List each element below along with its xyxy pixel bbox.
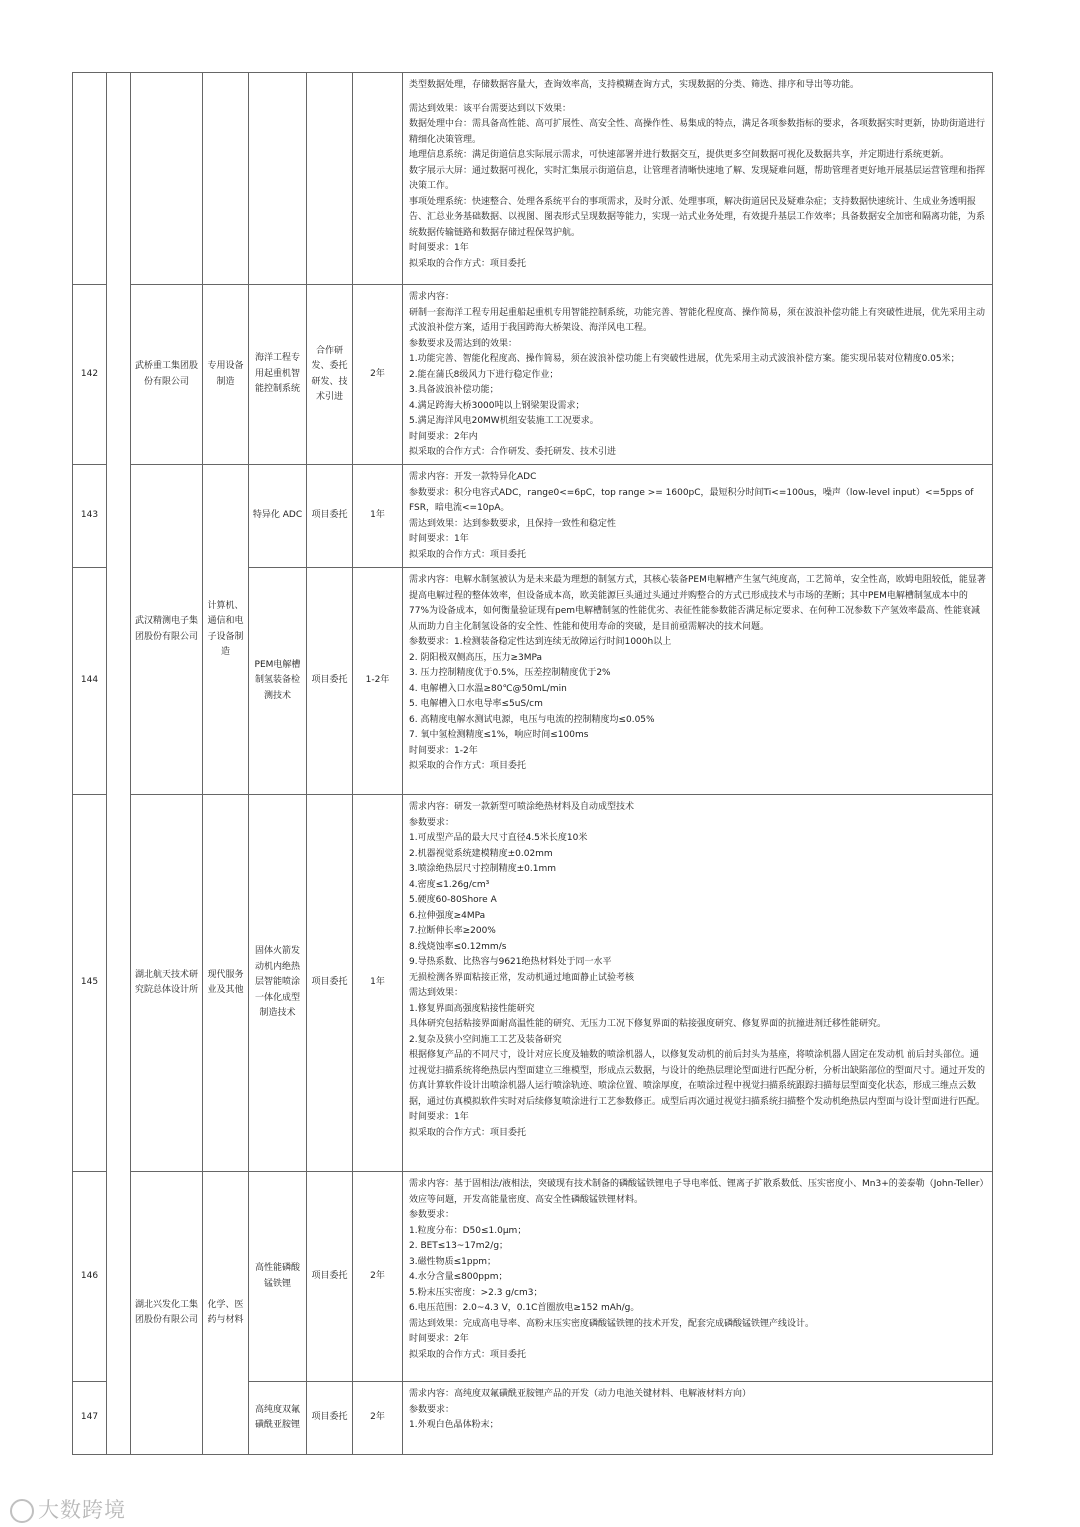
industry-cell: 现代服务业及其他 xyxy=(203,795,249,1172)
row-number: 145 xyxy=(73,795,107,1172)
content-line: 参数要求：1.检测装备稳定性达到连续无故障运行时间1000h以上 xyxy=(409,637,672,647)
content-line: 参数要求：积分电容式ADC，range0<=6pC，top range >= 1600pC，最短积分时间Ti<=100us，噪声（low-level input）<=5pps of FSR，暗电流<=10pA。 xyxy=(409,487,974,513)
cooperation-mode-cell: 项目委托 xyxy=(307,568,353,795)
content-line: 4.水分含量≤800ppm； xyxy=(409,1272,508,1282)
content-cell xyxy=(403,465,993,568)
table-row xyxy=(73,795,993,1172)
content-line: 6. 高精度电解水测试电源，电压与电流的控制精度均≤0.05% xyxy=(409,714,655,725)
logo-icon xyxy=(10,1499,34,1523)
period-cell: 2年 xyxy=(353,1382,403,1455)
table-row xyxy=(73,1172,993,1382)
table-row xyxy=(73,73,993,285)
project-name-cell xyxy=(249,73,307,285)
table-row xyxy=(73,465,993,568)
content-line: 参数要求： xyxy=(409,817,455,828)
company-cell: 湖北航天技术研究院总体设计所 xyxy=(131,795,203,1172)
project-name-cell: 海洋工程专用起重机智能控制系统 xyxy=(249,285,307,465)
content-line: 拟采取的合作方式：项目委托 xyxy=(409,1127,527,1138)
content-line: 拟采取的合作方式：项目委托 xyxy=(409,258,527,269)
period-cell: 2年 xyxy=(353,1172,403,1382)
content-line: 根据修复产品的不同尺寸，设计对应长度及轴数的喷涂机器人，以修复发动机的前后封头为基座，将喷涂机器人固定在发动机 前后封头部位。通过视觉扫描系统将绝热层内型面建立三维模型，形成点云数据，与设计的绝热层理论型面进行匹配分析，分析出缺陷部位的型面尺寸。通过开发的仿真计算软件设计出喷涂机器人运行喷涂轨迹、喷涂位置、喷涂厚度，在喷涂过程中视觉扫描系统跟踪扫描每层型面变化状态，形成三维点云数据，通过仿真模拟软件实时对后续修复喷涂进行工艺参数修正。成型后再次通过视觉扫描系统扫描整个发动机绝热层内型面与设计型面进行匹配。 xyxy=(409,1050,986,1107)
content-line: 时间要求：2年 xyxy=(409,1334,469,1344)
period-cell xyxy=(353,73,403,285)
cooperation-mode-cell: 合作研发、委托研发、技术引进 xyxy=(307,285,353,465)
project-name-cell: 固体火箭发动机内绝热层智能喷涂一体化成型制造技术 xyxy=(249,795,307,1172)
content-line: 6.拉伸强度≥4MPa xyxy=(409,910,486,921)
content-line: 需求内容：基于固相法/液相法，突破现有技术制备的磷酸锰铁锂电子导电率低、锂离子扩散系数低、压实密度小、Mn3+的姜泰勒（John-Teller）效应等问题，开发高能量密度、高安全性磷酸锰铁锂材料。 xyxy=(409,1179,985,1205)
content-line: 需求内容：研发一款新型可喷涂绝热材料及自动成型技术 xyxy=(409,802,635,812)
content-line: 3.喷涂绝热层尺寸控制精度±0.1mm xyxy=(409,864,556,874)
blank-column xyxy=(107,73,131,1455)
requirements-table xyxy=(72,72,993,1455)
period-cell: 2年 xyxy=(353,285,403,465)
row-number: 144 xyxy=(73,568,107,795)
content-line: 拟采取的合作方式：项目委托 xyxy=(409,1349,527,1360)
content-line: 时间要求：2年内 xyxy=(409,431,478,442)
content-line: 5.满足海洋风电20MW机组安装施工工况要求。 xyxy=(409,416,599,426)
content-cell xyxy=(403,1382,993,1455)
content-line: 2.复杂及狭小空间施工工艺及装备研究 xyxy=(409,1034,562,1045)
content-line: 时间要求：1年 xyxy=(409,1112,469,1122)
content-line: 具体研究包括粘接界面耐高温性能的研究、无压力工况下修复界面的粘接强度研究、修复界面的抗撞进剂迁移性能研究。 xyxy=(409,1019,887,1029)
content-line: 4. 电解槽入口水温≥80℃@50mL/min xyxy=(409,683,567,694)
watermark-text: 大数跨境 xyxy=(38,1498,126,1522)
content-line: 类型数据处理，存储数据容量大，查询效率高，支持模糊查询方式，实现数据的分类、筛选、排序和导出等功能。 xyxy=(409,80,860,90)
content-line: 拟采取的合作方式：合作研发、委托研发、技术引进 xyxy=(409,447,617,457)
period-cell: 1年 xyxy=(353,795,403,1172)
content-line: 9.导热系数、比热容与9621绝热材料处于同一水平 xyxy=(409,957,612,967)
row-number: 143 xyxy=(73,465,107,568)
content-line: 1.粒度分布：D50≤1.0μm； xyxy=(409,1225,527,1236)
content-line: 7. 氧中氢检测精度≤1%，响应时间≤100ms xyxy=(409,730,589,740)
content-line: 3.磁性物质≤1ppm； xyxy=(409,1256,497,1267)
content-line: 1.外观白色晶体粉末； xyxy=(409,1420,499,1430)
content-line: 5.硬度60-80Shore A xyxy=(409,895,497,905)
content-line: 无损检测各界面粘接正常，发动机通过地面静止试验考核 xyxy=(409,972,635,983)
cooperation-mode-cell xyxy=(307,73,353,285)
content-line: 8.线烧蚀率≤0.12mm/s xyxy=(409,941,507,952)
content-line: 拟采取的合作方式：项目委托 xyxy=(409,549,527,560)
content-cell xyxy=(403,568,993,795)
content-line: 需求内容： xyxy=(409,292,455,302)
content-line: 2. 阴阳极双侧高压，压力≥3MPa xyxy=(409,652,543,663)
content-line: 事项处理系统：快速整合、处理各系统平台的事项需求，及时分派、处理事项，解决街道居民及疑难杂症；支持数据快速统计、生成业务透明报告、汇总业务基础数据、以视图、图表形式呈现数据等能力，实现一站式业务处理，有效提升基层工作效率；具备数据安全加密和隔离功能，为系统数据传输链路和数据存储过程保驾护航。 xyxy=(409,196,986,238)
industry-cell: 计算机、通信和电子设备制造 xyxy=(203,465,249,795)
content-cell xyxy=(403,285,993,465)
content-line: 数据处理中台：需具备高性能、高可扩展性、高安全性、高操作性、易集成的特点，满足各项参数指标的要求，各项数据实时更新，协助街道进行精细化决策管理。 xyxy=(409,119,986,145)
company-cell xyxy=(131,73,203,285)
content-line: 研制一套海洋工程专用起重船起重机专用智能控制系统，功能完善、智能化程度高、操作简易，须在波浪补偿功能上有突破性进展，优先采用主动式波浪补偿方案，适用于我国跨海大桥架设、海洋风电工程。 xyxy=(409,307,986,333)
content-line: 2.机器视觉系统建模精度±0.02mm xyxy=(409,848,553,859)
content-line: 时间要求：1-2年 xyxy=(409,745,478,756)
watermark xyxy=(10,1494,126,1524)
content-line: 5.粉末压实密度：>2.3 g/cm3； xyxy=(409,1287,543,1298)
company-cell: 武汉精测电子集团股份有限公司 xyxy=(131,465,203,795)
content-line: 4.满足跨海大桥3000吨以上钢梁架设需求； xyxy=(409,400,585,411)
content-line: 2.能在蒲氏8级风力下进行稳定作业； xyxy=(409,369,559,380)
content-cell xyxy=(403,1172,993,1382)
industry-cell xyxy=(203,73,249,285)
row-number: 146 xyxy=(73,1172,107,1382)
content-line: 3.具备波浪补偿功能； xyxy=(409,385,499,395)
content-cell xyxy=(403,73,993,285)
content-line: 1.可成型产品的最大尺寸直径4.5米长度10米 xyxy=(409,833,588,843)
content-line: 需求内容：电解水制氢被认为是未来最为理想的制氢方式，其核心装备PEM电解槽产生氢气纯度高，工艺简单，安全性高，欧姆电阻较低，能显著提高电解过程的整体效率，但设备成本高，欧美能源巨头通过头通过并购整合的方式已形成技术与市场的垄断；其中PEM电解槽制氢成本中的77%为设备成本，如何衡量验证现有pem电解槽制氢的性能优劣、表征性能参数能否满足标定要求、在何种工况参数下产氢效率最高、性能衰减从而助力自主化制氢设备的安全性、性能和使用寿命的突破，是目前亟需解决的技术问题。 xyxy=(409,575,986,632)
table-row xyxy=(73,285,993,465)
content-line: 需达到效果：该平台需要达到以下效果： xyxy=(409,103,572,114)
content-line: 5. 电解槽入口水电导率≤5uS/cm xyxy=(409,699,543,709)
content-line: 3. 压力控制精度优于0.5%，压差控制精度优于2% xyxy=(409,668,611,678)
content-line: 1.修复界面高强度粘接性能研究 xyxy=(409,1003,535,1014)
content-line: 拟采取的合作方式：项目委托 xyxy=(409,761,527,771)
period-cell: 1年 xyxy=(353,465,403,568)
row-number: 142 xyxy=(73,285,107,465)
content-cell xyxy=(403,795,993,1172)
content-line: 需达到效果：完成高电导率、高粉末压实密度磷酸锰铁锂的技术开发，配套完成磷酸锰铁锂产线设计。 xyxy=(409,1318,815,1329)
content-line: 地理信息系统：满足街道信息实际展示需求，可快速部署并进行数据交互，提供更多空间数据可视化及数据共享，并定期进行系统更新。 xyxy=(409,150,950,160)
content-line: 时间要求：1年 xyxy=(409,243,469,253)
project-name-cell: 高性能磷酸锰铁锂 xyxy=(249,1172,307,1382)
cooperation-mode-cell: 项目委托 xyxy=(307,795,353,1172)
cooperation-mode-cell: 项目委托 xyxy=(307,1172,353,1382)
cooperation-mode-cell: 项目委托 xyxy=(307,1382,353,1455)
content-line: 参数要求： xyxy=(409,1404,455,1415)
content-line: 7.拉断伸长率≥200% xyxy=(409,926,496,936)
content-line: 时间要求：1年 xyxy=(409,534,469,544)
content-line: 4.密度≤1.26g/cm³ xyxy=(409,879,490,890)
content-line: 需达到效果：达到参数要求，且保持一致性和稳定性 xyxy=(409,518,617,529)
project-name-cell: PEM电解槽制氢装备检测技术 xyxy=(249,568,307,795)
industry-cell: 专用设备制造 xyxy=(203,285,249,465)
row-number xyxy=(73,73,107,285)
content-line: 参数要求： xyxy=(409,1210,455,1220)
cooperation-mode-cell: 项目委托 xyxy=(307,465,353,568)
content-line: 数字展示大屏：通过数据可视化，实时汇集展示街道信息，让管理者清晰快速地了解、发现疑难问题，帮助管理者更好地开展基层运营管理和指挥决策工作。 xyxy=(409,165,986,191)
content-line: 需求内容：高纯度双氟磺酰亚胺锂产品的开发（动力电池关键材料、电解液材料方向） xyxy=(409,1389,752,1399)
company-cell: 武桥重工集团股份有限公司 xyxy=(131,285,203,465)
content-line: 2. BET≤13~17m2/g； xyxy=(409,1241,509,1251)
content-line: 需达到效果： xyxy=(409,988,464,998)
content-line: 6.电压范围：2.0~4.3 V，0.1C首圈放电≥152 mAh/g。 xyxy=(409,1303,640,1313)
industry-cell: 化学、医药与材料 xyxy=(203,1172,249,1455)
content-line: 需求内容：开发一款特异化ADC xyxy=(409,472,537,482)
project-name-cell: 特异化 ADC xyxy=(249,465,307,568)
content-line: 参数要求及需达到的效果： xyxy=(409,338,518,349)
row-number: 147 xyxy=(73,1382,107,1455)
content-line: 1.功能完善、智能化程度高、操作简易，须在波浪补偿功能上有突破性进展，优先采用主动式波浪补偿方案。能实现吊装对位精度0.05米； xyxy=(409,354,960,364)
project-name-cell: 高纯度双氟磺酰亚胺锂 xyxy=(249,1382,307,1455)
period-cell: 1-2年 xyxy=(353,568,403,795)
company-cell: 湖北兴发化工集团股份有限公司 xyxy=(131,1172,203,1455)
